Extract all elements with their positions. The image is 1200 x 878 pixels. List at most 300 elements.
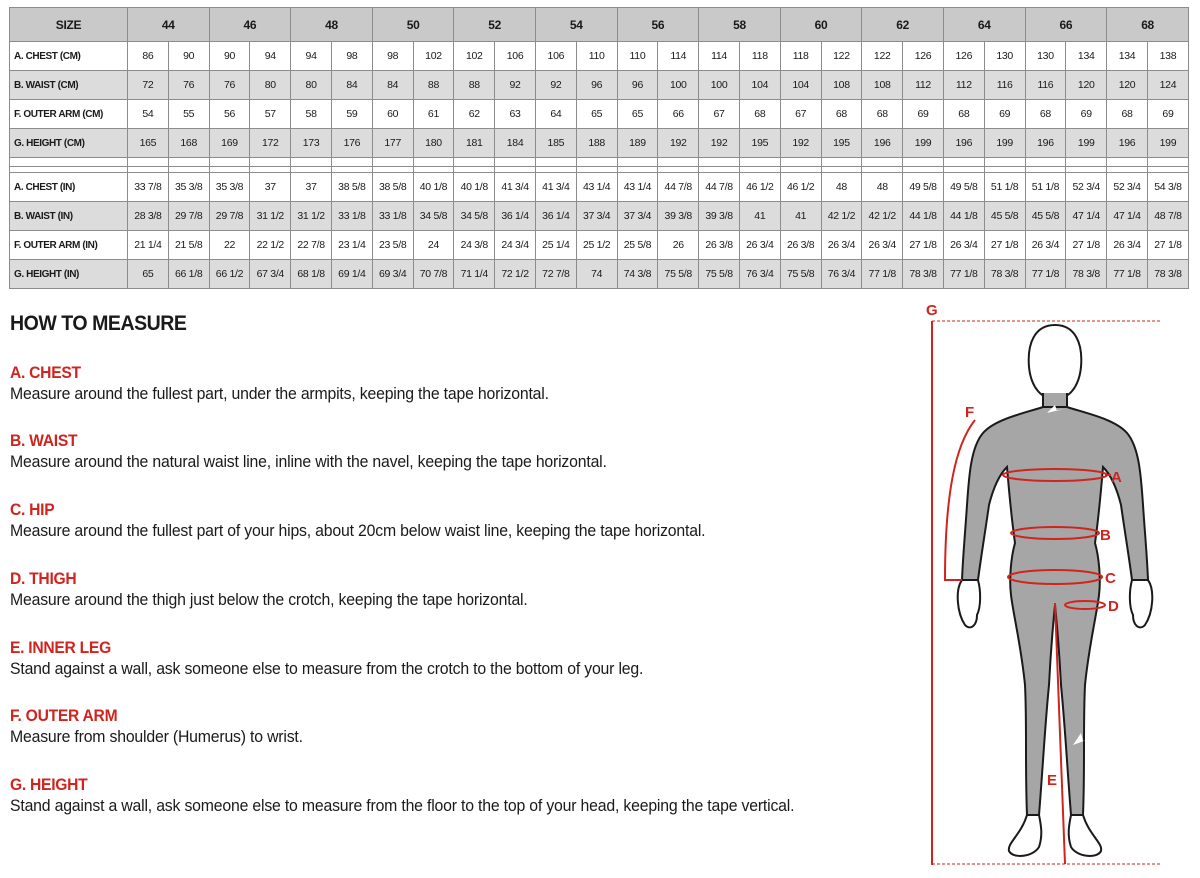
- table-cell: 65: [576, 100, 617, 129]
- section-title: B. WAIST: [10, 431, 78, 450]
- right-foot: [1069, 815, 1102, 856]
- table-cell: 48: [862, 173, 903, 202]
- table-cell: 47 1/4: [1107, 202, 1148, 231]
- table-cell: 22 7/8: [291, 231, 332, 260]
- spacer-cell: [1147, 158, 1188, 167]
- table-cell: 96: [617, 71, 658, 100]
- measure-section-waist: [10, 430, 910, 472]
- table-cell: 45 5/8: [1025, 202, 1066, 231]
- table-cell: 39 3/8: [658, 202, 699, 231]
- table-cell: 21 1/4: [128, 231, 169, 260]
- table-cell: 108: [821, 71, 862, 100]
- table-cell: 68: [862, 100, 903, 129]
- table-cell: 181: [454, 129, 495, 158]
- table-cell: 68: [1107, 100, 1148, 129]
- table-cell: 138: [1147, 42, 1188, 71]
- table-cell: 71 1/4: [454, 260, 495, 289]
- table-cell: 78 3/8: [1066, 260, 1107, 289]
- table-cell: 65: [617, 100, 658, 129]
- table-cell: 46 1/2: [780, 173, 821, 202]
- table-cell: 75 5/8: [699, 260, 740, 289]
- section-description: Stand against a wall, ask someone else to measure from the crotch to the bottom of your leg.: [10, 659, 644, 678]
- table-cell: 61: [413, 100, 454, 129]
- spacer-cell: [739, 158, 780, 167]
- table-cell: 84: [331, 71, 372, 100]
- table-cell: 51 1/8: [984, 173, 1025, 202]
- table-cell: 199: [1066, 129, 1107, 158]
- table-spacer-row: [10, 158, 1189, 167]
- size-header-58: 58: [699, 8, 781, 42]
- table-cell: 173: [291, 129, 332, 158]
- section-description: Measure around the natural waist line, inline with the navel, keeping the tape horizontal.: [10, 452, 607, 471]
- table-cell: 130: [984, 42, 1025, 71]
- label-c: C: [1105, 570, 1116, 587]
- size-header-52: 52: [454, 8, 536, 42]
- table-cell: 58: [291, 100, 332, 129]
- table-cell: 42 1/2: [821, 202, 862, 231]
- table-cell: 31 1/2: [250, 202, 291, 231]
- table-row: [10, 231, 1189, 260]
- table-cell: 26 3/4: [943, 231, 984, 260]
- table-cell: 44 1/8: [903, 202, 944, 231]
- table-cell: 126: [903, 42, 944, 71]
- table-cell: 22 1/2: [250, 231, 291, 260]
- spacer-cell: [331, 158, 372, 167]
- table-cell: 116: [984, 71, 1025, 100]
- table-cell: 122: [862, 42, 903, 71]
- table-cell: 106: [495, 42, 536, 71]
- table-cell: 78 3/8: [903, 260, 944, 289]
- table-cell: 26 3/4: [862, 231, 903, 260]
- table-cell: 196: [1025, 129, 1066, 158]
- size-header-46: 46: [209, 8, 291, 42]
- table-cell: 76 3/4: [739, 260, 780, 289]
- table-cell: 46 1/2: [739, 173, 780, 202]
- table-cell: 41: [739, 202, 780, 231]
- table-cell: 26 3/4: [1107, 231, 1148, 260]
- table-cell: 41 3/4: [535, 173, 576, 202]
- spacer-cell: [535, 158, 576, 167]
- table-cell: 199: [1147, 129, 1188, 158]
- table-cell: 26 3/4: [739, 231, 780, 260]
- table-cell: 74: [576, 260, 617, 289]
- spacer-cell: [291, 158, 332, 167]
- spacer-cell: [495, 158, 536, 167]
- table-cell: 43 1/4: [617, 173, 658, 202]
- table-cell: 104: [739, 71, 780, 100]
- table-cell: 77 1/8: [862, 260, 903, 289]
- table-cell: 88: [454, 71, 495, 100]
- table-cell: 76: [168, 71, 209, 100]
- size-header-60: 60: [780, 8, 862, 42]
- table-cell: 25 5/8: [617, 231, 658, 260]
- row-label: B. WAIST (IN): [10, 202, 128, 231]
- table-row: [10, 42, 1189, 71]
- measure-section-hip: [10, 499, 910, 541]
- table-cell: 165: [128, 129, 169, 158]
- table-cell: 25 1/4: [535, 231, 576, 260]
- table-row: [10, 202, 1189, 231]
- table-cell: 26: [658, 231, 699, 260]
- table-cell: 172: [250, 129, 291, 158]
- table-cell: 33 1/8: [372, 202, 413, 231]
- table-cell: 37 3/4: [576, 202, 617, 231]
- table-cell: 76 3/4: [821, 260, 862, 289]
- table-cell: 68: [943, 100, 984, 129]
- table-cell: 112: [943, 71, 984, 100]
- label-g: G: [926, 302, 938, 319]
- table-cell: 72 1/2: [495, 260, 536, 289]
- spacer-cell: [1107, 158, 1148, 167]
- table-cell: 90: [209, 42, 250, 71]
- table-cell: 66 1/2: [209, 260, 250, 289]
- size-chart-body: [10, 42, 1189, 289]
- label-f: F: [965, 404, 975, 421]
- table-cell: 94: [291, 42, 332, 71]
- table-cell: 38 5/8: [372, 173, 413, 202]
- table-cell: 23 1/4: [331, 231, 372, 260]
- size-header-56: 56: [617, 8, 699, 42]
- section-title: E. INNER LEG: [10, 638, 111, 657]
- section-title: A. CHEST: [10, 363, 81, 382]
- table-cell: 188: [576, 129, 617, 158]
- table-cell: 86: [128, 42, 169, 71]
- table-cell: 26 3/8: [699, 231, 740, 260]
- table-cell: 40 1/8: [413, 173, 454, 202]
- table-cell: 29 7/8: [209, 202, 250, 231]
- table-cell: 63: [495, 100, 536, 129]
- section-description: Measure around the thigh just below the crotch, keeping the tape horizontal.: [10, 590, 528, 609]
- spacer-cell: [168, 158, 209, 167]
- head: [1029, 325, 1082, 399]
- table-cell: 52 3/4: [1066, 173, 1107, 202]
- table-cell: 120: [1066, 71, 1107, 100]
- table-cell: 27 1/8: [903, 231, 944, 260]
- table-cell: 185: [535, 129, 576, 158]
- spacer-cell: [128, 158, 169, 167]
- row-label: B. WAIST (CM): [10, 71, 128, 100]
- table-cell: 44 7/8: [699, 173, 740, 202]
- section-title: C. HIP: [10, 500, 55, 519]
- table-cell: 41: [780, 202, 821, 231]
- spacer-cell: [250, 158, 291, 167]
- table-cell: 78 3/8: [1147, 260, 1188, 289]
- table-cell: 54 3/8: [1147, 173, 1188, 202]
- measure-section-chest: [10, 362, 910, 404]
- table-cell: 36 1/4: [535, 202, 576, 231]
- table-cell: 34 5/8: [454, 202, 495, 231]
- table-row: [10, 173, 1189, 202]
- row-label: G. HEIGHT (CM): [10, 129, 128, 158]
- table-cell: 110: [576, 42, 617, 71]
- table-cell: 116: [1025, 71, 1066, 100]
- right-hand: [1130, 580, 1152, 627]
- row-label: G. HEIGHT (IN): [10, 260, 128, 289]
- table-cell: 49 5/8: [943, 173, 984, 202]
- spacer-cell: [780, 158, 821, 167]
- table-cell: 37: [250, 173, 291, 202]
- size-header-62: 62: [862, 8, 944, 42]
- table-cell: 168: [168, 129, 209, 158]
- table-cell: 35 3/8: [168, 173, 209, 202]
- table-cell: 47 1/4: [1066, 202, 1107, 231]
- table-cell: 41 3/4: [495, 173, 536, 202]
- table-cell: 64: [535, 100, 576, 129]
- table-cell: 75 5/8: [658, 260, 699, 289]
- table-cell: 195: [821, 129, 862, 158]
- table-cell: 192: [780, 129, 821, 158]
- section-description: Measure around the fullest part of your hips, about 20cm below waist line, keeping the tape horizontal.: [10, 521, 706, 540]
- table-cell: 26 3/8: [780, 231, 821, 260]
- table-cell: 44 7/8: [658, 173, 699, 202]
- spacer-cell: [903, 158, 944, 167]
- table-cell: 28 3/8: [128, 202, 169, 231]
- table-cell: 80: [250, 71, 291, 100]
- table-cell: 192: [658, 129, 699, 158]
- table-cell: 49 5/8: [903, 173, 944, 202]
- table-cell: 189: [617, 129, 658, 158]
- spacer-cell: [943, 158, 984, 167]
- table-row: [10, 71, 1189, 100]
- table-cell: 21 5/8: [168, 231, 209, 260]
- table-cell: 37 3/4: [617, 202, 658, 231]
- table-cell: 90: [168, 42, 209, 71]
- label-b: B: [1100, 527, 1111, 544]
- table-cell: 77 1/8: [943, 260, 984, 289]
- table-cell: 52 3/4: [1107, 173, 1148, 202]
- table-cell: 68: [739, 100, 780, 129]
- table-cell: 76: [209, 71, 250, 100]
- table-cell: 48 7/8: [1147, 202, 1188, 231]
- table-cell: 118: [739, 42, 780, 71]
- table-cell: 44 1/8: [943, 202, 984, 231]
- table-cell: 94: [250, 42, 291, 71]
- table-cell: 177: [372, 129, 413, 158]
- table-cell: 78 3/8: [984, 260, 1025, 289]
- table-cell: 39 3/8: [699, 202, 740, 231]
- table-cell: 55: [168, 100, 209, 129]
- section-description: Stand against a wall, ask someone else to measure from the floor to the top of your head, keeping the tape vertical.: [10, 796, 795, 815]
- spacer-cell: [862, 158, 903, 167]
- measure-section-inner-leg: [10, 637, 910, 679]
- table-cell: 34 5/8: [413, 202, 454, 231]
- table-cell: 68: [821, 100, 862, 129]
- table-cell: 33 7/8: [128, 173, 169, 202]
- table-cell: 60: [372, 100, 413, 129]
- table-cell: 35 3/8: [209, 173, 250, 202]
- table-cell: 29 7/8: [168, 202, 209, 231]
- table-cell: 69: [1066, 100, 1107, 129]
- table-cell: 33 1/8: [331, 202, 372, 231]
- label-a: A: [1111, 469, 1122, 486]
- spacer-cell: [658, 158, 699, 167]
- measure-section-outer-arm: [10, 705, 910, 747]
- spacer-cell: [209, 158, 250, 167]
- left-foot: [1009, 815, 1042, 856]
- table-row: [10, 129, 1189, 158]
- section-description: Measure from shoulder (Humerus) to wrist.: [10, 727, 303, 746]
- table-cell: 196: [862, 129, 903, 158]
- table-cell: 69: [1147, 100, 1188, 129]
- table-cell: 62: [454, 100, 495, 129]
- table-cell: 66: [658, 100, 699, 129]
- table-cell: 124: [1147, 71, 1188, 100]
- table-cell: 40 1/8: [454, 173, 495, 202]
- table-cell: 69 1/4: [331, 260, 372, 289]
- size-header-64: 64: [943, 8, 1025, 42]
- section-title: F. OUTER ARM: [10, 706, 118, 725]
- table-cell: 184: [495, 129, 536, 158]
- table-cell: 134: [1066, 42, 1107, 71]
- table-cell: 118: [780, 42, 821, 71]
- table-cell: 92: [535, 71, 576, 100]
- table-cell: 134: [1107, 42, 1148, 71]
- table-cell: 36 1/4: [495, 202, 536, 231]
- table-cell: 130: [1025, 42, 1066, 71]
- spacer-cell: [1066, 158, 1107, 167]
- measure-section-height: [10, 774, 910, 816]
- spacer-cell: [10, 158, 128, 167]
- table-cell: 27 1/8: [1147, 231, 1188, 260]
- table-row: [10, 100, 1189, 129]
- table-cell: 100: [699, 71, 740, 100]
- spacer-cell: [576, 158, 617, 167]
- table-cell: 196: [1107, 129, 1148, 158]
- table-cell: 199: [984, 129, 1025, 158]
- table-cell: 70 7/8: [413, 260, 454, 289]
- table-cell: 96: [576, 71, 617, 100]
- section-title: D. THIGH: [10, 569, 77, 588]
- row-label: F. OUTER ARM (CM): [10, 100, 128, 129]
- table-cell: 75 5/8: [780, 260, 821, 289]
- table-cell: 180: [413, 129, 454, 158]
- table-cell: 67 3/4: [250, 260, 291, 289]
- table-cell: 57: [250, 100, 291, 129]
- table-cell: 98: [331, 42, 372, 71]
- row-label: A. CHEST (CM): [10, 42, 128, 71]
- table-cell: 38 5/8: [331, 173, 372, 202]
- section-title: G. HEIGHT: [10, 775, 88, 794]
- spacer-cell: [984, 158, 1025, 167]
- table-cell: 169: [209, 129, 250, 158]
- label-e: E: [1047, 772, 1058, 789]
- table-cell: 196: [943, 129, 984, 158]
- table-cell: 114: [658, 42, 699, 71]
- table-cell: 27 1/8: [1066, 231, 1107, 260]
- table-cell: 192: [699, 129, 740, 158]
- table-cell: 48: [821, 173, 862, 202]
- table-cell: 68 1/8: [291, 260, 332, 289]
- table-cell: 80: [291, 71, 332, 100]
- table-cell: 84: [372, 71, 413, 100]
- table-cell: 37: [291, 173, 332, 202]
- table-cell: 26 3/4: [821, 231, 862, 260]
- size-chart-table: [9, 7, 1189, 289]
- table-cell: 102: [413, 42, 454, 71]
- size-header-row: [10, 8, 1189, 42]
- table-cell: 100: [658, 71, 699, 100]
- table-cell: 69: [903, 100, 944, 129]
- body-measurement-figure: [915, 295, 1195, 875]
- table-cell: 126: [943, 42, 984, 71]
- table-cell: 88: [413, 71, 454, 100]
- section-description: Measure around the fullest part, under the armpits, keeping the tape horizontal.: [10, 384, 549, 403]
- table-cell: 23 5/8: [372, 231, 413, 260]
- table-cell: 22: [209, 231, 250, 260]
- size-header-label: SIZE: [10, 8, 128, 42]
- table-cell: 176: [331, 129, 372, 158]
- size-header-54: 54: [535, 8, 617, 42]
- table-cell: 92: [495, 71, 536, 100]
- table-cell: 77 1/8: [1107, 260, 1148, 289]
- size-header-48: 48: [291, 8, 373, 42]
- how-to-measure-heading: HOW TO MEASURE: [10, 312, 187, 335]
- how-to-measure-heading-wrap: [10, 312, 910, 336]
- table-cell: 42 1/2: [862, 202, 903, 231]
- table-cell: 27 1/8: [984, 231, 1025, 260]
- spacer-cell: [372, 158, 413, 167]
- table-cell: 24: [413, 231, 454, 260]
- table-cell: 59: [331, 100, 372, 129]
- spacer-cell: [617, 158, 658, 167]
- table-cell: 199: [903, 129, 944, 158]
- table-cell: 104: [780, 71, 821, 100]
- row-label: A. CHEST (IN): [10, 173, 128, 202]
- table-cell: 26 3/4: [1025, 231, 1066, 260]
- spacer-cell: [699, 158, 740, 167]
- size-header-44: 44: [128, 8, 210, 42]
- table-cell: 24 3/8: [454, 231, 495, 260]
- table-cell: 110: [617, 42, 658, 71]
- spacer-cell: [821, 158, 862, 167]
- table-cell: 66 1/8: [168, 260, 209, 289]
- table-cell: 106: [535, 42, 576, 71]
- spacer-cell: [413, 158, 454, 167]
- table-cell: 68: [1025, 100, 1066, 129]
- table-cell: 67: [780, 100, 821, 129]
- table-cell: 67: [699, 100, 740, 129]
- table-cell: 98: [372, 42, 413, 71]
- table-cell: 112: [903, 71, 944, 100]
- table-cell: 65: [128, 260, 169, 289]
- table-cell: 54: [128, 100, 169, 129]
- table-cell: 43 1/4: [576, 173, 617, 202]
- table-cell: 56: [209, 100, 250, 129]
- size-header-66: 66: [1025, 8, 1107, 42]
- table-cell: 51 1/8: [1025, 173, 1066, 202]
- spacer-cell: [454, 158, 495, 167]
- spacer-cell: [1025, 158, 1066, 167]
- table-cell: 122: [821, 42, 862, 71]
- label-d: D: [1108, 598, 1119, 615]
- table-cell: 72: [128, 71, 169, 100]
- table-cell: 120: [1107, 71, 1148, 100]
- size-header-68: 68: [1107, 8, 1189, 42]
- table-cell: 69 3/4: [372, 260, 413, 289]
- table-cell: 77 1/8: [1025, 260, 1066, 289]
- measure-section-thigh: [10, 568, 910, 610]
- table-cell: 45 5/8: [984, 202, 1025, 231]
- size-header-50: 50: [372, 8, 454, 42]
- table-row: [10, 260, 1189, 289]
- table-cell: 24 3/4: [495, 231, 536, 260]
- table-cell: 195: [739, 129, 780, 158]
- table-cell: 114: [699, 42, 740, 71]
- table-cell: 72 7/8: [535, 260, 576, 289]
- table-cell: 31 1/2: [291, 202, 332, 231]
- table-cell: 108: [862, 71, 903, 100]
- row-label: F. OUTER ARM (IN): [10, 231, 128, 260]
